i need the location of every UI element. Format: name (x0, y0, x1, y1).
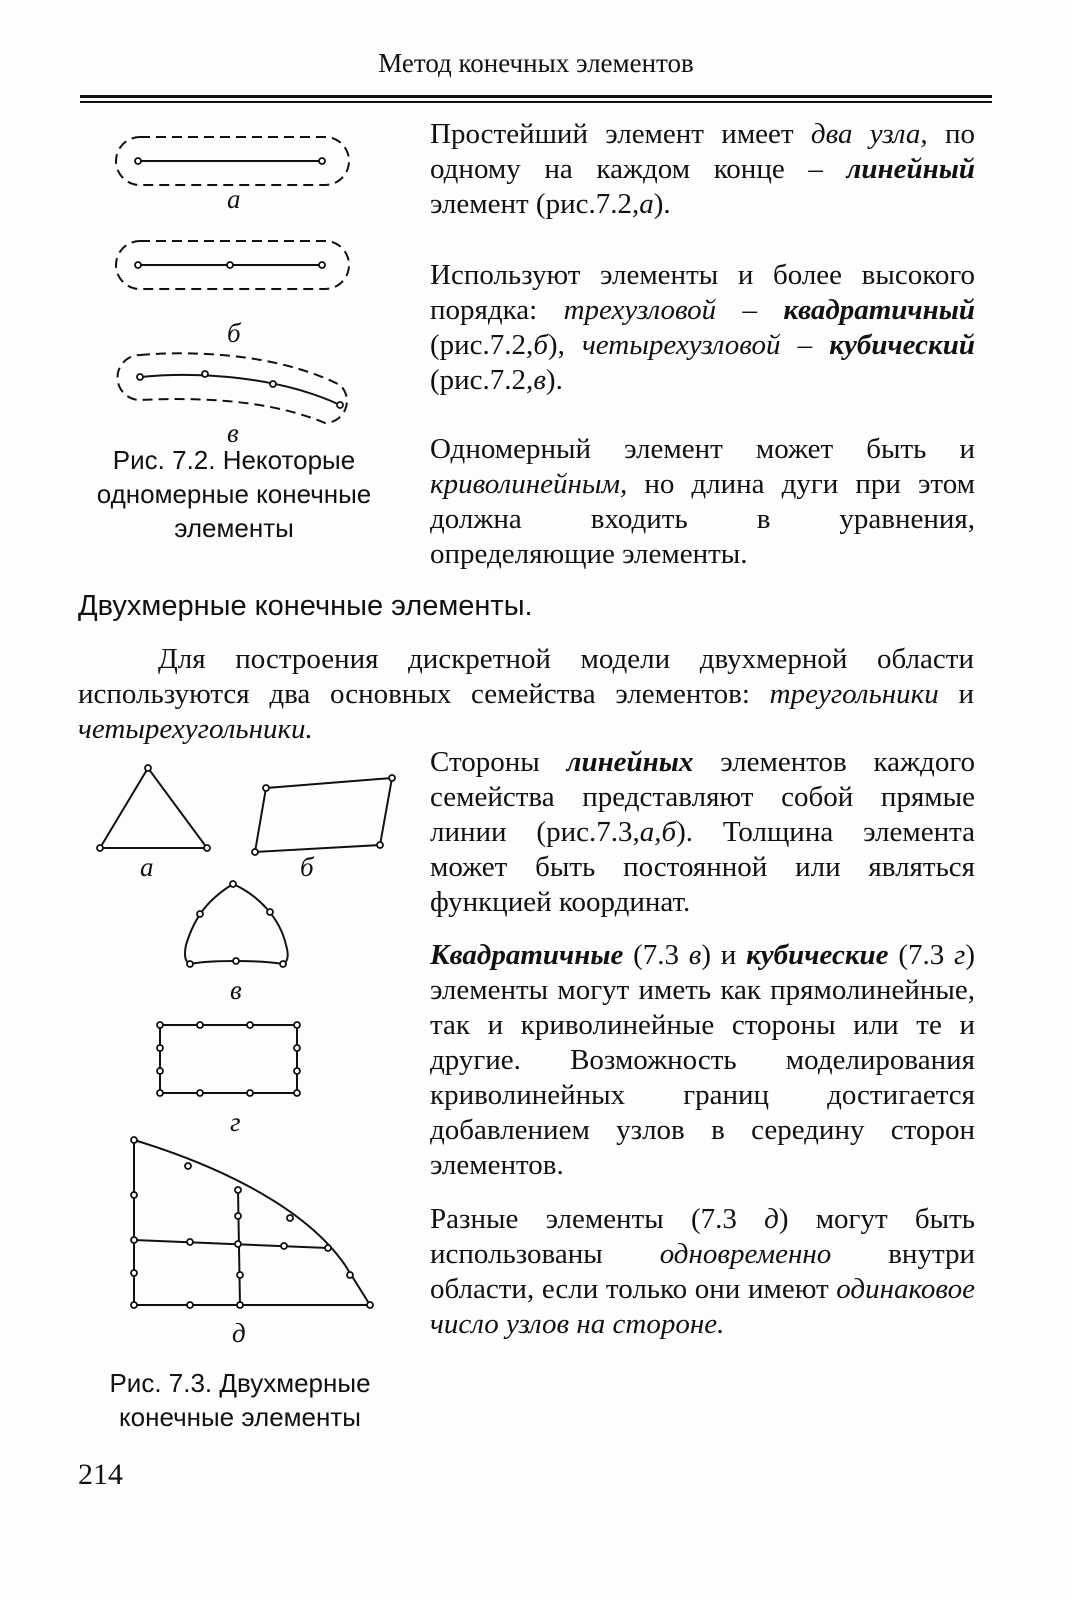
text-run: г (954, 939, 966, 971)
text-run: – (716, 294, 784, 326)
fig72-label-b: б (227, 318, 241, 348)
text-run: Для построения дискретной модели двухмерной области используются два основных семейства элементов: (78, 643, 974, 710)
text-run: Простейший элемент имеет (430, 118, 811, 150)
triangle-element-a (97, 765, 210, 851)
text-run: линейных (566, 746, 694, 778)
page-number: 214 (78, 1458, 123, 1491)
text-run: ) элементы могут иметь как прямолинейные, так и криволинейные стороны или те и другие. Возможность моделирования криволинейных границ достигается добавлением узлов в середину сторон элементов. (430, 939, 975, 1181)
text-run: криволинейным, (430, 468, 628, 500)
text-run: д (764, 1203, 779, 1235)
text-run: треугольники (769, 678, 939, 710)
text-run: по одному на каждом конце – (430, 118, 975, 185)
text-run: (7.3 (888, 939, 954, 971)
paragraph-linear-sides (430, 745, 975, 920)
text-run: внутри области, если только они имеют (430, 1238, 976, 1305)
text-run: ) могут быть использованы (430, 1203, 976, 1270)
text-run: (рис.7.2, (430, 364, 534, 396)
text-run: кубические (746, 939, 889, 971)
text-run: (7.3 (623, 939, 689, 971)
text-run: Квадратичные (430, 939, 624, 971)
text-run: Стороны (430, 746, 567, 778)
text-run: четырехугольники. (78, 713, 313, 745)
text-run: а,б (639, 816, 677, 848)
text-run: б (533, 329, 548, 361)
text-run: (рис.7.2, (430, 329, 534, 361)
fig72-label-v: в (227, 418, 239, 448)
text-run: но длина дуги при этом должна входить в уравнения, определяющие элементы. (430, 468, 975, 570)
fig73-label-b: б (300, 852, 314, 882)
fig73-label-g: г (230, 1107, 241, 1137)
paragraph-mixed-elements (430, 1202, 975, 1342)
text-run: ). Толщина элемента может быть постоянной или являться функцией координат. (430, 816, 975, 918)
text-run: два узла, (810, 118, 928, 150)
text-run: элементов каждого семейства представляют собой прямые линии (рис.7.3, (430, 746, 975, 848)
running-header: Метод конечных элементов (378, 48, 694, 78)
mixed-mesh-d (131, 1137, 373, 1308)
paragraph-quadratic-cubic (430, 938, 975, 1183)
text-run: в (533, 364, 546, 396)
text-run: Одномерный элемент может быть и (430, 433, 975, 465)
text-run: в (688, 939, 702, 971)
text-run: одновременно (659, 1238, 832, 1270)
fig72-label-a: а (227, 184, 241, 214)
text-run: одинаковое число узлов на стороне. (430, 1273, 975, 1340)
text-run: и (938, 678, 974, 710)
text-run: ) и (701, 939, 747, 971)
text-run: четырехузловой (581, 329, 781, 361)
cubic-rectangle-g (157, 1022, 300, 1096)
fig72-caption: Рис. 7.2. Некоторые одномерные конечные элементы (96, 445, 372, 543)
text-run: линейный (846, 153, 975, 185)
text-run: а (639, 188, 654, 220)
text-run: ). (653, 188, 671, 220)
text-run: трехузловой (563, 294, 717, 326)
fig73-label-a: а (140, 852, 154, 882)
text-run: Разные элементы (7.3 (430, 1203, 765, 1235)
text-run: элемент (рис.7.2, (430, 188, 640, 220)
text-run: квадратичный (783, 294, 975, 326)
fig73-caption: Рис. 7.3. Двухмерные конечные элементы (109, 1368, 371, 1432)
text-run: Используют элементы и более высокого порядка: (430, 259, 975, 326)
text-run: ), (547, 329, 582, 361)
quad-element-b (252, 775, 395, 855)
text-run: ). (545, 364, 563, 396)
quadratic-triangle-v (185, 881, 288, 967)
fig73-label-d: д (232, 1318, 246, 1348)
text-run: кубический (829, 329, 975, 361)
fig73-label-v: в (230, 975, 242, 1005)
section-title: Двухмерные конечные элементы. (78, 590, 533, 622)
text-run: – (780, 329, 830, 361)
